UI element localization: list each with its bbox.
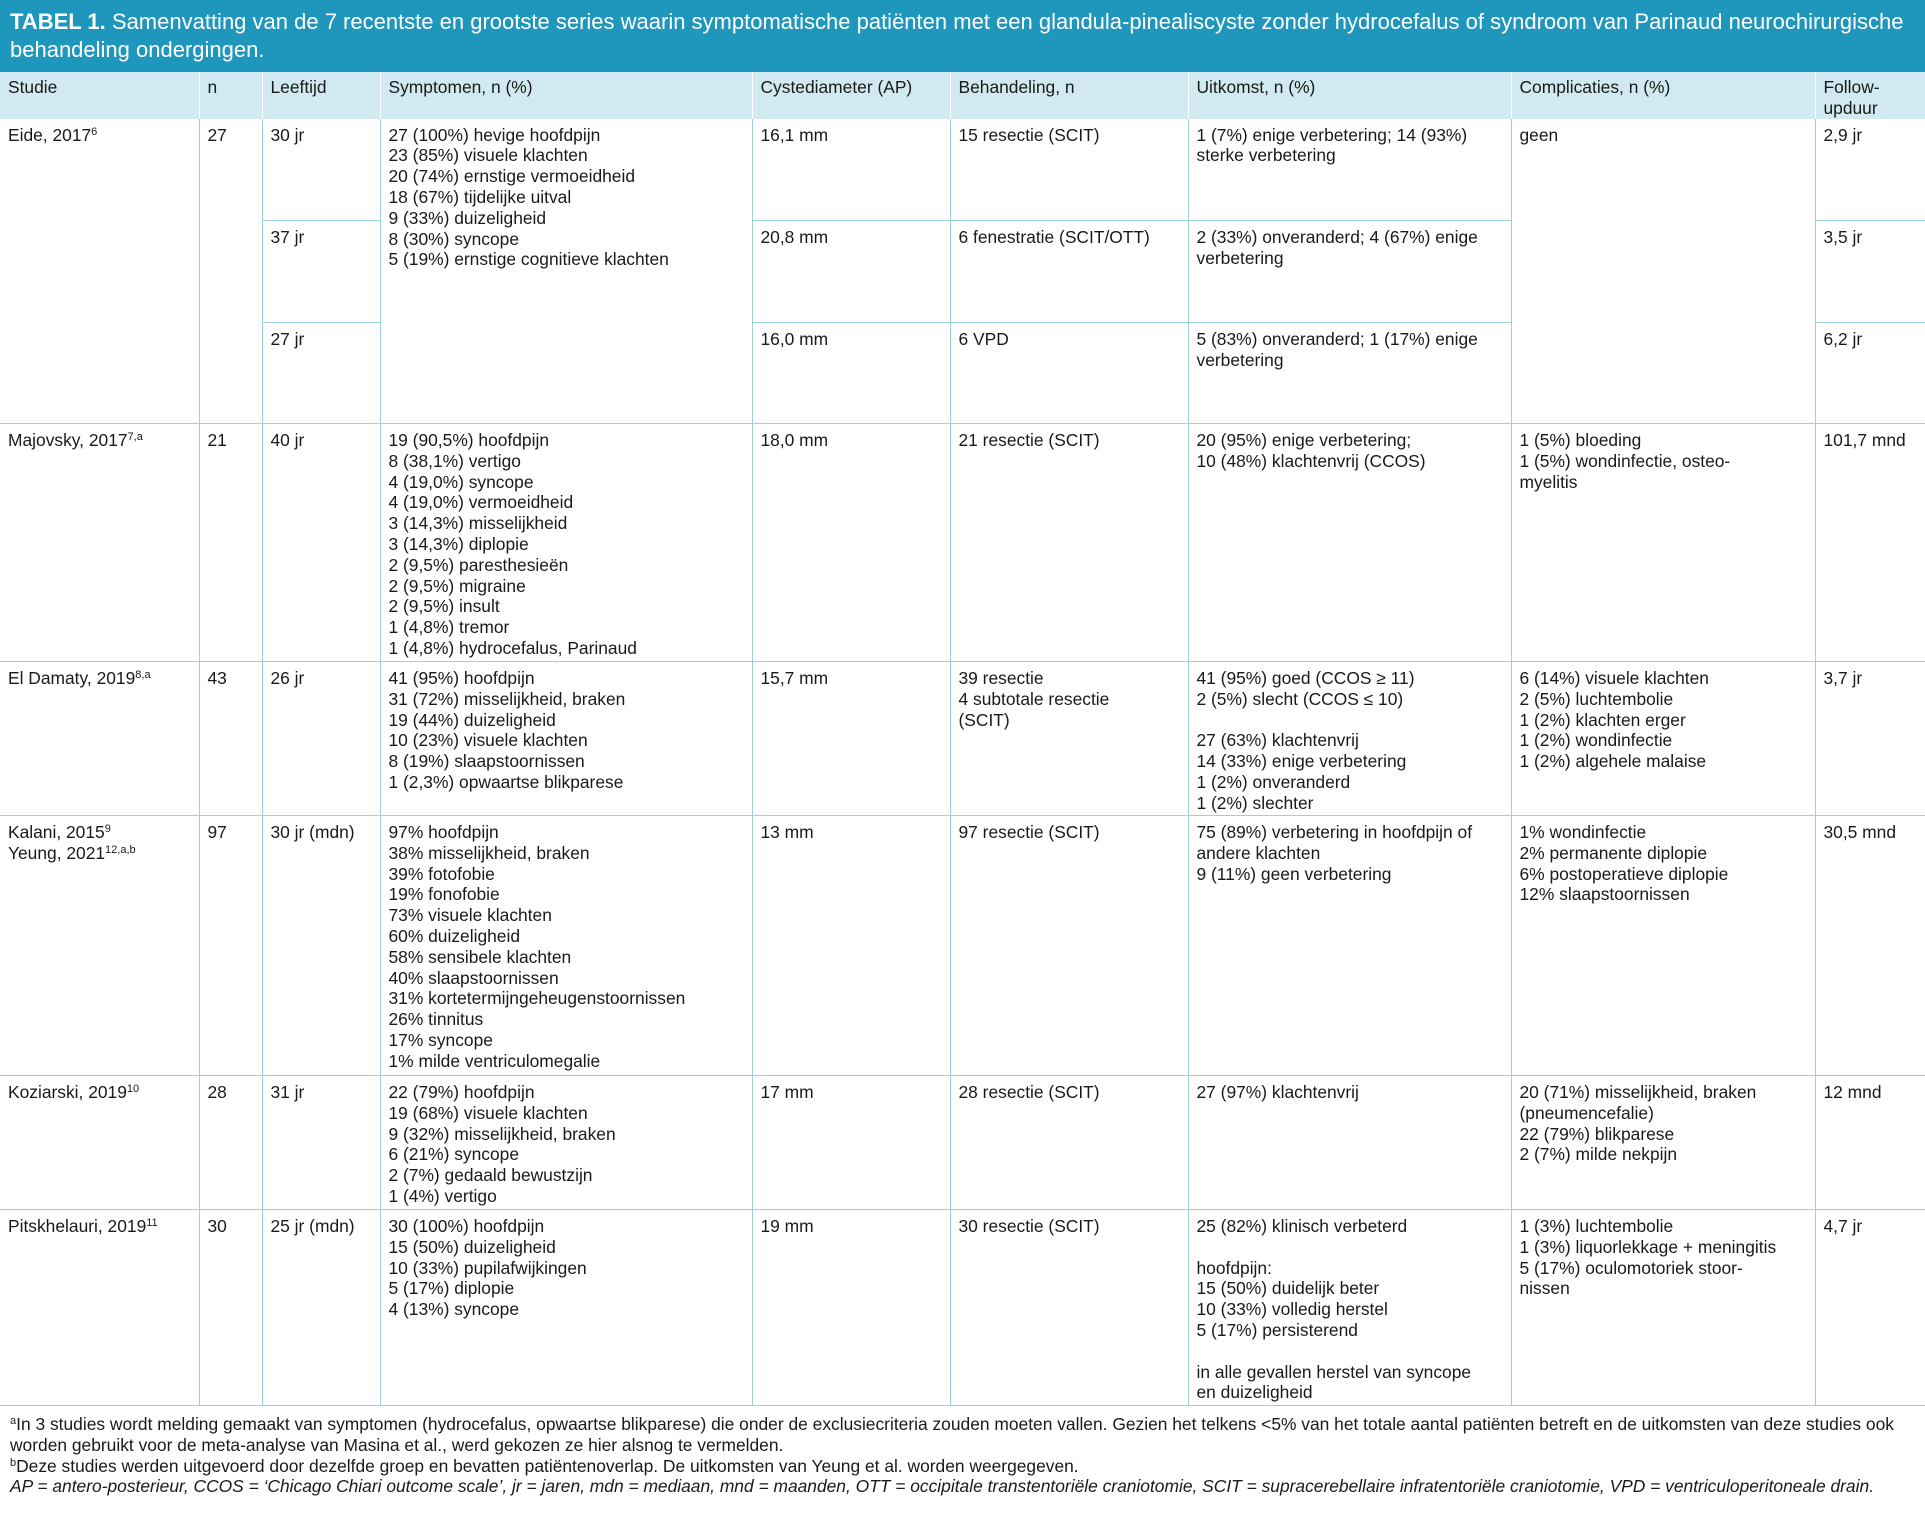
cell-line: 20 (95%) enige verbetering; [1196, 430, 1412, 451]
table-footnotes [0, 1406, 1925, 1497]
cell-line: 1 (2%) algehele malaise [1519, 751, 1707, 772]
cell-line: 4 subtotale resectie [958, 688, 1110, 709]
cell-line: 5 (19%) ernstige cognitieve klachten [388, 249, 669, 270]
cell-outcome: 1 (7%) enige verbetering; 14 (93%) sterke verbetering [1188, 119, 1511, 221]
cell-line: 97 resectie (SCIT) [958, 822, 1100, 843]
cell-line: 2 (5%) luchtembolie [1519, 688, 1674, 709]
cell-symptoms [380, 662, 752, 816]
cell-treatment: 6 VPD [950, 323, 1188, 424]
cell-line: 19 (90,5%) hoofdpijn [388, 430, 549, 451]
cell-line: 1 (2,3%) opwaartse blikparese [388, 772, 624, 793]
cell-age: 40 jr [262, 424, 380, 662]
cell-line: 58% sensibele klachten [388, 946, 572, 967]
col-header-leeftijd: Leeftijd [262, 72, 380, 119]
cell-line: 9 (33%) duizeligheid [388, 207, 547, 228]
cell-line: 22 (79%) blikparese [1519, 1123, 1675, 1144]
cell-symptoms [380, 1076, 752, 1210]
cell-treatment [950, 816, 1188, 1076]
table-row-eide-1 [0, 119, 1925, 221]
cell-line: 5 (17%) oculomotoriek stoor- [1519, 1257, 1743, 1278]
cell-age: 25 jr (mdn) [262, 1210, 380, 1406]
cell-line: 2 (7%) gedaald bewustzijn [388, 1165, 593, 1186]
cell-diameter: 19 mm [752, 1210, 950, 1406]
cell-line: myelitis [1519, 471, 1578, 492]
cell-complications [1511, 662, 1815, 816]
cell-diameter: 15,7 mm [752, 662, 950, 816]
cell-line: 25 (82%) klinisch verbeterd [1196, 1216, 1408, 1237]
cell-line: 1 (4,8%) hydrocefalus, Parinaud [388, 638, 637, 659]
cell-treatment [950, 424, 1188, 662]
cell-age: 30 jr [262, 119, 380, 221]
cell-line: 4 (13%) syncope [388, 1299, 519, 1320]
cell-symptoms [380, 816, 752, 1076]
cell-line: 9 (32%) misselijkheid, braken [388, 1123, 616, 1144]
cell-study: Kalani, 2015$^9$ Yeung, 2021$^{12,a,b}$ [0, 816, 199, 1076]
cell-line: 4 (19,0%) syncope [388, 471, 534, 492]
cell-line: 38% misselijkheid, braken [388, 842, 590, 863]
cell-line: 1% wondinfectie [1519, 822, 1647, 843]
cell-line: 39% fotofobie [388, 863, 495, 884]
cell-line: 23 (85%) visuele klachten [388, 145, 588, 166]
cell-followup: 12 mnd [1815, 1076, 1925, 1210]
cell-complications [1511, 816, 1815, 1076]
table-title-label: TABEL 1. [10, 9, 106, 34]
footnote-a: $^a$In 3 studies wordt melding gemaakt van symptomen (hydrocefalus, opwaartse blikparese) die onder de exclusiecriteria zouden moeten vallen. Gezien het telkens <5% van het totale aantal patiënten betreft en de uitkomsten van deze studies ook worden gebruikt voor de meta-analyse van Masina et al., werd gekozen ze hier alsnog te vermelden. [10, 1414, 1894, 1455]
cell-outcome: 2 (33%) onveranderd; 4 (67%) enige verbetering [1188, 221, 1511, 323]
cell-followup: 3,7 jr [1815, 662, 1925, 816]
cell-line: 1 (2%) onveranderd [1196, 772, 1351, 793]
cell-line: 2 (5%) slecht (CCOS ≤ 10) [1196, 688, 1404, 709]
cell-line: 5 (17%) diplopie [388, 1278, 515, 1299]
cell-symptoms [380, 424, 752, 662]
cell-line: 2 (9,5%) paresthesieën [388, 554, 569, 575]
cell-complications: geen [1511, 119, 1815, 424]
cell-line: 1 (2%) wondinfectie [1519, 730, 1673, 751]
col-header-followup-2: upduur [1823, 97, 1878, 118]
cell-line: 4 (19,0%) vermoeidheid [388, 492, 574, 513]
footnote-abbreviations: AP = antero-posterieur, CCOS = ‘Chicago Chiari outcome scale’, jr = jaren, mdn = mediaan, mnd = maanden, OTT = occipitale transtentoriële craniotomie, SCIT = supracerebellaire infratentoriële craniotomie, VPD = ventriculoperitoneale drain. [10, 1476, 1874, 1497]
table-row-koziarski [0, 1076, 1925, 1210]
cell-line: 8 (30%) syncope [388, 228, 519, 249]
cell-line: 10 (33%) volledig herstel [1196, 1299, 1388, 1320]
cell-line: 2 (9,5%) migraine [388, 575, 526, 596]
cell-line: 20 (74%) ernstige vermoeidheid [388, 166, 636, 187]
cell-followup: 4,7 jr [1815, 1210, 1925, 1406]
cell-line: 41 (95%) goed (CCOS ≥ 11) [1196, 668, 1415, 689]
table-row-majovsky [0, 424, 1925, 662]
cell-diameter: 17 mm [752, 1076, 950, 1210]
col-header-symptomen: Symptomen, n (%) [380, 72, 752, 119]
table-row-eldamaty [0, 662, 1925, 816]
cell-line: 1 (5%) wondinfectie, osteo- [1519, 450, 1731, 471]
cell-line: 75 (89%) verbetering in hoofdpijn of [1196, 822, 1473, 843]
cell-followup: 2,9 jr [1815, 119, 1925, 221]
cell-line: 8 (19%) slaapstoornissen [388, 751, 585, 772]
col-header-cystediameter: Cystediameter (AP) [752, 72, 950, 119]
cell-treatment [950, 1210, 1188, 1406]
cell-study: Pitskhelauri, 2019$^{11}$ [0, 1210, 199, 1406]
cell-n: 43 [199, 662, 262, 816]
cell-line: 2 (9,5%) insult [388, 596, 500, 617]
cell-outcome [1188, 662, 1511, 816]
cell-diameter: 16,0 mm [752, 323, 950, 424]
cell-line: 6% postoperatieve diplopie [1519, 863, 1729, 884]
cell-complications [1511, 1076, 1815, 1210]
cell-line: 60% duizeligheid [388, 926, 520, 947]
cell-line: in alle gevallen herstel van syncope [1196, 1361, 1472, 1382]
cell-line: 10 (23%) visuele klachten [388, 730, 588, 751]
cell-line: 30 resectie (SCIT) [958, 1216, 1100, 1237]
cell-line: 1 (5%) bloeding [1519, 430, 1642, 451]
cell-line: 20 (71%) misselijkheid, braken [1519, 1082, 1757, 1103]
cell-n: 28 [199, 1076, 262, 1210]
cell-symptoms [380, 119, 752, 424]
cell-line: 31% kortetermijngeheugenstoornissen [388, 988, 686, 1009]
cell-line: hoofdpijn: [1196, 1257, 1272, 1278]
cell-line: 10 (33%) pupilafwijkingen [388, 1257, 587, 1278]
cell-line: 12% slaapstoornissen [1519, 884, 1690, 905]
cell-line: 19% fonofobie [388, 884, 500, 905]
cell-diameter: 16,1 mm [752, 119, 950, 221]
col-header-followup-1: Follow- [1823, 77, 1880, 97]
col-header-followup [1815, 72, 1925, 119]
cell-line: 1 (2%) slechter [1196, 792, 1314, 813]
cell-age: 31 jr [262, 1076, 380, 1210]
col-header-behandeling: Behandeling, n [950, 72, 1188, 119]
cell-line: 26% tinnitus [388, 1009, 484, 1030]
footnote-b: $^b$Deze studies werden uitgevoerd door dezelfde groep en bevatten patiëntenoverlap. De uitkomsten van Yeung et al. worden weergegeven. [10, 1455, 1079, 1476]
cell-line: 39 resectie [958, 668, 1044, 689]
cell-line: 1% milde ventriculomegalie [388, 1050, 601, 1071]
cell-line: 6 (21%) syncope [388, 1144, 519, 1165]
cell-diameter: 13 mm [752, 816, 950, 1076]
col-header-complicaties: Complicaties, n (%) [1511, 72, 1815, 119]
table-title [0, 0, 1925, 72]
cell-line: (SCIT) [958, 709, 1010, 730]
cell-line: 73% visuele klachten [388, 905, 552, 926]
cell-outcome [1188, 1210, 1511, 1406]
cell-line: 2% permanente diplopie [1519, 842, 1708, 863]
cell-treatment [950, 662, 1188, 816]
cell-line: 27 (63%) klachtenvrij [1196, 730, 1359, 751]
cell-outcome [1188, 424, 1511, 662]
cell-age: 37 jr [262, 221, 380, 323]
cell-line: 2 (7%) milde nekpijn [1519, 1144, 1678, 1165]
cell-study: Majovsky, 2017$^{7,a}$ [0, 424, 199, 662]
col-header-uitkomst: Uitkomst, n (%) [1188, 72, 1511, 119]
cell-line: 31 (72%) misselijkheid, braken [388, 688, 626, 709]
cell-study: Koziarski, 2019$^{10}$ [0, 1076, 199, 1210]
cell-treatment: 15 resectie (SCIT) [950, 119, 1188, 221]
cell-followup: 3,5 jr [1815, 221, 1925, 323]
cell-line: 1 (3%) luchtembolie [1519, 1216, 1674, 1237]
cell-age: 30 jr (mdn) [262, 816, 380, 1076]
cell-line: 17% syncope [388, 1030, 493, 1051]
col-header-studie: Studie [0, 72, 199, 119]
cell-line: 19 (68%) visuele klachten [388, 1102, 588, 1123]
cell-line: 1 (4%) vertigo [388, 1186, 497, 1207]
cell-line: 6 (14%) visuele klachten [1519, 668, 1709, 689]
cell-diameter: 20,8 mm [752, 221, 950, 323]
cell-n: 21 [199, 424, 262, 662]
cell-line: 8 (38,1%) vertigo [388, 450, 521, 471]
cell-study: El Damaty, 2019$^{8,a}$ [0, 662, 199, 816]
cell-line: 9 (11%) geen verbetering [1196, 863, 1392, 884]
cell-line: 22 (79%) hoofdpijn [388, 1082, 535, 1103]
cell-diameter: 18,0 mm [752, 424, 950, 662]
cell-line: 19 (44%) duizeligheid [388, 709, 556, 730]
cell-outcome [1188, 816, 1511, 1076]
cell-line: 1 (3%) liquorlekkage + meningitis [1519, 1236, 1777, 1257]
cell-line: 3 (14,3%) misselijkheid [388, 513, 568, 534]
cell-n: 30 [199, 1210, 262, 1406]
cell-line: 41 (95%) hoofdpijn [388, 668, 535, 689]
studies-table [0, 72, 1925, 1406]
cell-line: andere klachten [1196, 842, 1321, 863]
cell-line: 14 (33%) enige verbetering [1196, 751, 1407, 772]
cell-outcome [1188, 1076, 1511, 1210]
cell-n: 97 [199, 816, 262, 1076]
cell-age: 26 jr [262, 662, 380, 816]
cell-line: 30 (100%) hoofdpijn [388, 1216, 545, 1237]
cell-followup: 6,2 jr [1815, 323, 1925, 424]
table-row-pitskhelauri [0, 1210, 1925, 1406]
table-title-text: Samenvatting van de 7 recentste en grootste series waarin symptomatische patiënten met een glandula-pinealiscyste zonder hydrocefalus of syndroom van Parinaud neurochirurgische behandeling ondergingen. [10, 9, 1904, 62]
cell-symptoms [380, 1210, 752, 1406]
cell-treatment [950, 1076, 1188, 1210]
cell-line: 15 (50%) duizeligheid [388, 1236, 556, 1257]
cell-followup: 30,5 mnd [1815, 816, 1925, 1076]
cell-line: 5 (17%) persisterend [1196, 1320, 1358, 1341]
cell-line: en duizeligheid [1196, 1382, 1313, 1403]
cell-outcome: 5 (83%) onveranderd; 1 (17%) enige verbetering [1188, 323, 1511, 424]
cell-line: nissen [1519, 1278, 1570, 1299]
cell-followup: 101,7 mnd [1815, 424, 1925, 662]
cell-line: 28 resectie (SCIT) [958, 1082, 1100, 1103]
cell-line: (pneumencefalie) [1519, 1102, 1654, 1123]
table-row-kalani [0, 816, 1925, 1076]
cell-n: 27 [199, 119, 262, 424]
cell-line: 40% slaapstoornissen [388, 967, 559, 988]
cell-treatment: 6 fenestratie (SCIT/OTT) [950, 221, 1188, 323]
cell-line: 27 (97%) klachtenvrij [1196, 1082, 1359, 1103]
cell-line: 1 (4,8%) tremor [388, 617, 510, 638]
cell-line: 18 (67%) tijdelijke uitval [388, 186, 572, 207]
cell-line: 1 (2%) klachten erger [1519, 709, 1686, 730]
cell-line: 27 (100%) hevige hoofdpijn [388, 124, 601, 145]
cell-complications [1511, 1210, 1815, 1406]
cell-line: 97% hoofdpijn [388, 822, 499, 843]
cell-line: 10 (48%) klachtenvrij (CCOS) [1196, 450, 1426, 471]
cell-line: 21 resectie (SCIT) [958, 430, 1100, 451]
cell-complications [1511, 424, 1815, 662]
table-header-row [0, 72, 1925, 119]
cell-line: 3 (14,3%) diplopie [388, 534, 529, 555]
cell-study: Eide, 2017$^6$ [0, 119, 199, 424]
col-header-n: n [199, 72, 262, 119]
cell-line: 15 (50%) duidelijk beter [1196, 1278, 1380, 1299]
cell-age: 27 jr [262, 323, 380, 424]
